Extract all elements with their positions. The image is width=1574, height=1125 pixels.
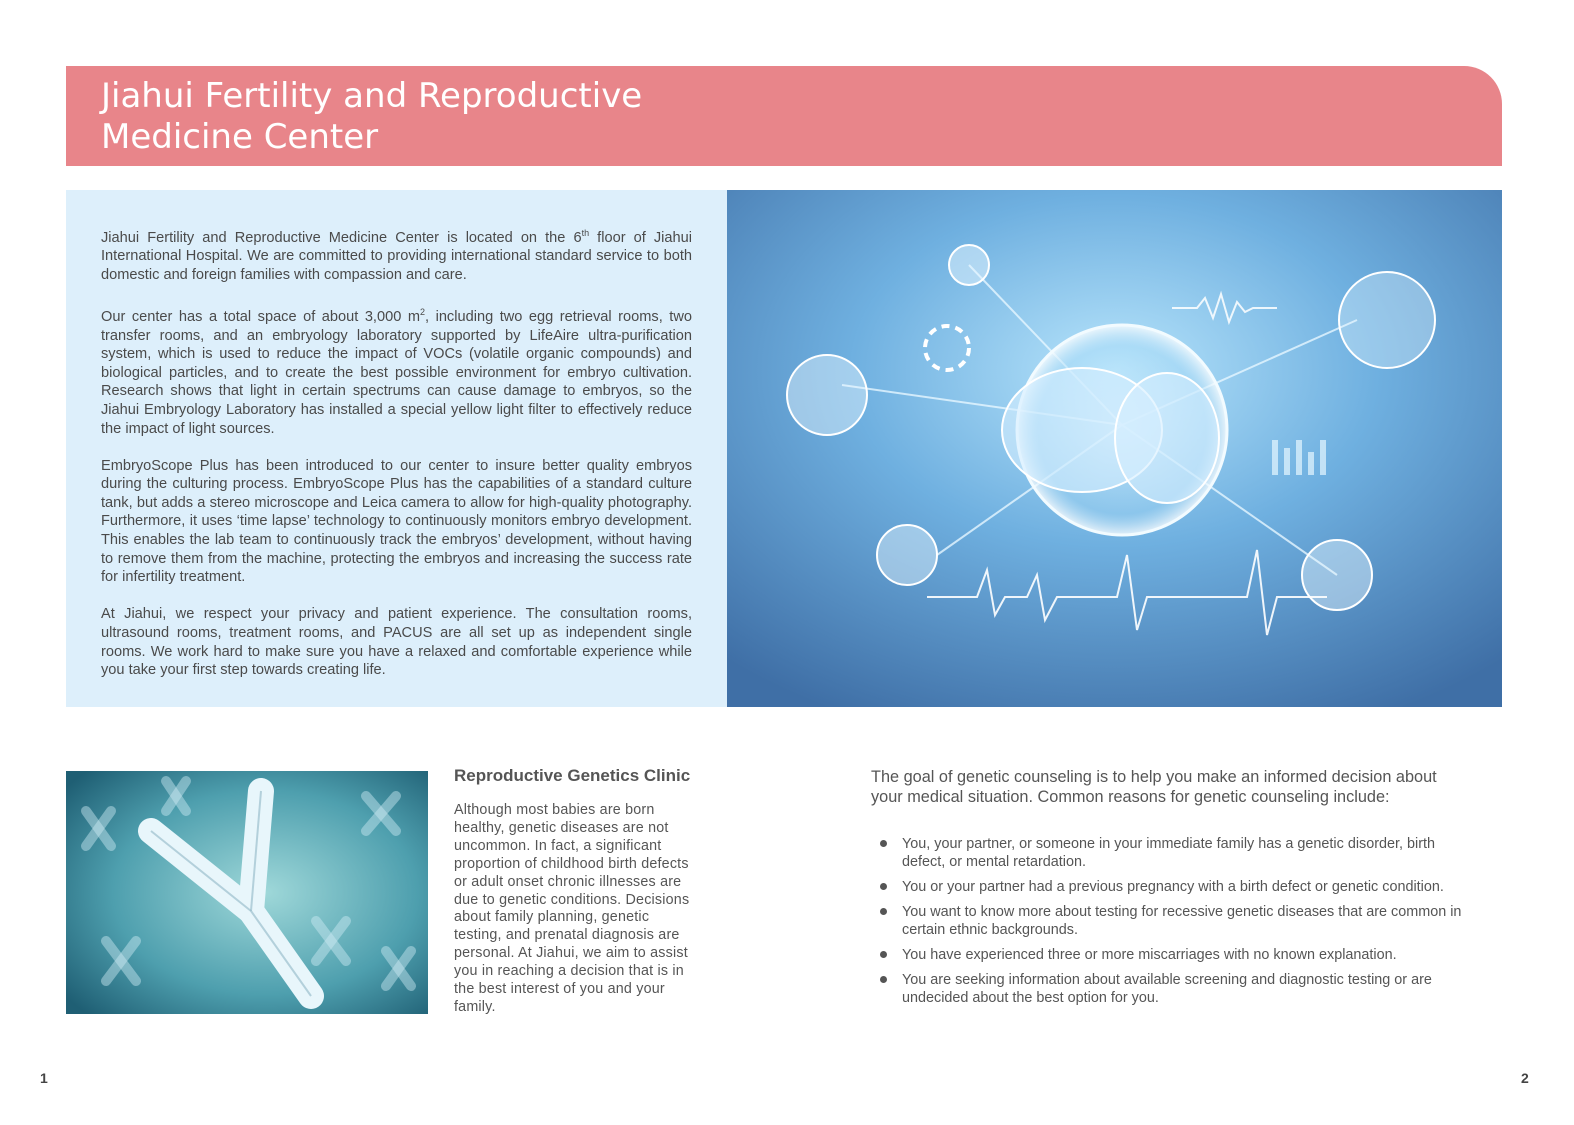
page-number-right: 2 bbox=[1521, 1070, 1529, 1086]
page-title bbox=[101, 76, 801, 158]
embryo-hologram-image bbox=[727, 190, 1502, 707]
clinic-title: Reproductive Genetics Clinic bbox=[454, 766, 691, 785]
clinic-body: Although most babies are born healthy, genetic diseases are not uncommon. In fact, a significant proportion of childhood birth defects or adult onset chronic illnesses are due to genetic conditions. Decisions about family planning, genetic testing, and prenatal diagnosis are personal. At Jiahui, we aim to assist you in reaching a decision that is in the best interest of you and your family. bbox=[454, 802, 690, 1015]
list-item bbox=[880, 878, 1470, 896]
intro-p1-text-a: Jiahui Fertility and Reproductive Medicine Center is located on the 6 bbox=[101, 229, 582, 246]
intro-paragraph-3: EmbryoScope Plus has been introduced to our center to insure better quality embryos during the culturing process. EmbryoScope Plus has the capabilities of a standard culture tank, but adds a stereo microscope and Leica camera to allow for high-quality photography. Furthermore, it uses ‘time lapse’ technology to continuously monitors embryo development. This enables the lab team to continuously track the embryos’ development, without having to remove them from the machine, protecting the embryos and increasing the success rate for infertility treatment. bbox=[101, 457, 692, 586]
bullet-icon bbox=[880, 908, 887, 915]
reason-text: You, your partner, or someone in your immediate family has a genetic disorder, birth defect, or mental retardation. bbox=[902, 836, 1435, 870]
counseling-intro: The goal of genetic counseling is to help you make an informed decision about your medical situation. Common reasons for genetic counseling include: bbox=[871, 768, 1437, 807]
list-item bbox=[880, 903, 1470, 939]
chromosome-image bbox=[66, 771, 428, 1014]
list-item bbox=[880, 946, 1470, 964]
bullet-icon bbox=[880, 976, 887, 983]
superscript-2: 2 bbox=[420, 307, 426, 318]
intro-p1-text-b: floor of Jiahui International Hospital. We are committed to providing international standard service to both domestic and foreign families with compassion and care. bbox=[101, 229, 692, 284]
list-item bbox=[880, 835, 1470, 871]
intro-p2-text-b: , including two egg retrieval rooms, two transfer rooms, and an embryology laboratory supported by LifeAire ultra-purification system, which is used to reduce the impact of VOCs (volatile organic compounds) and biological particles, and to create the best possible environment for embryo cultivation. Research shows that light in certain spectrums can cause damage to embryos, so the Jiahui Embryology Laboratory has installed a special yellow light filter to effectively reduce the impact of light sources. bbox=[101, 309, 692, 437]
intro-panel bbox=[66, 190, 727, 707]
intro-paragraph-4: At Jiahui, we respect your privacy and patient experience. The consultation rooms, ultrasound rooms, treatment rooms, and PACUS are all set up as independent single rooms. We work hard to make sure you have a relaxed and comfortable experience while you take your first step towards creating life. bbox=[101, 606, 692, 679]
page-number-left: 1 bbox=[40, 1070, 48, 1086]
title-banner bbox=[66, 66, 1502, 166]
title-line-2: Medicine Center bbox=[101, 117, 379, 157]
intro-text bbox=[101, 224, 692, 698]
reason-text: You want to know more about testing for recessive genetic diseases that are common in certain ethnic backgrounds. bbox=[902, 904, 1462, 938]
bullet-icon bbox=[880, 883, 887, 890]
intro-p2-text-a: Our center has a total space of about 3,000 m bbox=[101, 309, 420, 325]
superscript-th: th bbox=[581, 228, 590, 238]
list-item bbox=[880, 971, 1470, 1007]
counseling-reasons-list bbox=[880, 835, 1470, 1014]
intro-paragraph-2 bbox=[101, 303, 692, 438]
intro-paragraph-1 bbox=[101, 224, 692, 285]
bullet-icon bbox=[880, 951, 887, 958]
title-line-1: Jiahui Fertility and Reproductive bbox=[101, 76, 643, 116]
reason-text: You or your partner had a previous pregnancy with a birth defect or genetic condition. bbox=[902, 879, 1444, 895]
reason-text: You are seeking information about available screening and diagnostic testing or are undecided about the best option for you. bbox=[902, 972, 1432, 1006]
bullet-icon bbox=[880, 840, 887, 847]
reason-text: You have experienced three or more miscarriages with no known explanation. bbox=[902, 947, 1397, 963]
